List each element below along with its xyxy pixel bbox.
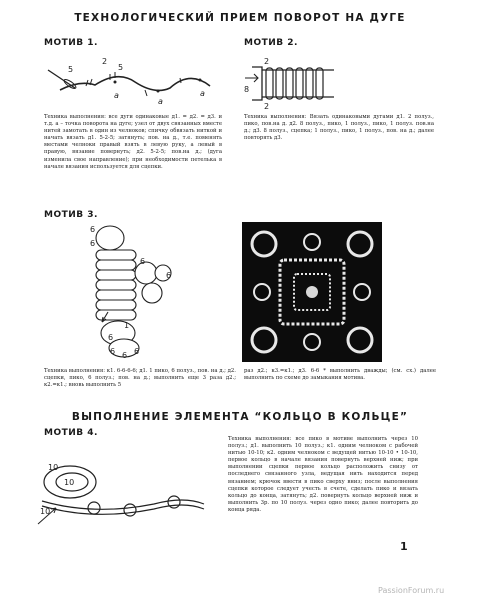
motif-1-text: Техника выполнения: все дуги одинаковые д1. = д2. = д3. и т.д. а – точка поворота на дуге; узел от двух связанных вместе нитей замотать в один из челноков; спичку обвязать ниткой и начать вязать д1. 5-2-5; затянуть; пов. на д., т.е. поменять местами челноки правый взять в левую руку, а левый в правую, вязание повернуть; д2. 5-2-5; пов.на д.; (дуга изменила свое направление); при необходимости петелька в начале вязания используется для сцепки.: [44, 114, 222, 170]
motif-4-label: МОТИВ 4.: [44, 428, 98, 438]
section-2-title: ВЫПОЛНЕНИЕ ЭЛЕМЕНТА “КОЛЬЦО В КОЛЬЦЕ”: [71, 411, 409, 423]
motif-3-label-4: 6: [166, 271, 172, 280]
motif-3-diagram: [88, 218, 198, 368]
motif-2-diagram: [244, 52, 344, 110]
motif-3-label-7: 6: [110, 347, 116, 356]
motif-4-label-2: 10: [64, 478, 75, 487]
motif-3-label: МОТИВ 3.: [44, 210, 98, 220]
motif-3-label-1: 6: [90, 225, 96, 234]
motif-3-text-right: раз д2.; к3.=к1.; д3. 6-6 * выполнить дважды; (см. сх.) далее выполнить по схеме до замыкания мотива.: [244, 368, 436, 382]
motif-4-diagram: [34, 446, 209, 536]
motif-3-label-5: 1: [124, 321, 130, 330]
motif-4-text: Техника выполнения: все пико в мотиве выполнить через 10 полуз.; д1. выполнить 10 полуз.; к1. одним челноком с рабочей нитью 10-10; к2. одним челноком с ведущей нитью 10-10 • 10-10, первое кольцо в начале вязания повернуть верхней ниж; при выполнении сцепки первое кольцо расположить снизу от последнего связанного узла, ведущая нить находится перед вязанием; крючок ввести в пико сверху вниз; после выполнения сцепки которое следует учесть в счете, сделать пико и вязать кольцо до конца, затянуть; д2. повернуть кольцо верхней ниж и выполнить 3р. по 10 полуз. через одно пико; далее повторить до конца ряда.: [228, 436, 418, 513]
lace-photo: [242, 222, 382, 362]
motif-3-label-8: 6: [122, 351, 128, 360]
page-title: ТЕХНОЛОГИЧЕСКИЙ ПРИЕМ ПОВОРОТ НА ДУГЕ: [74, 12, 406, 24]
motif-2-label-mid: 8: [244, 85, 250, 94]
motif-3-label-2: 6: [90, 239, 96, 248]
motif-1-label-2: 2: [102, 57, 108, 66]
motif-1-label-a2: a: [158, 97, 163, 106]
motif-2-label-bottom: 2: [264, 102, 270, 110]
motif-4-label-3: 10: [40, 507, 51, 516]
motif-1-diagram: [40, 50, 225, 110]
motif-3-label-6: 6: [108, 333, 114, 342]
motif-1-label: МОТИВ 1.: [44, 38, 98, 48]
watermark: PassionForum.ru: [378, 586, 445, 595]
motif-1-label-a1: a: [114, 91, 119, 100]
motif-1-label-5b: 5: [118, 63, 124, 72]
motif-2-label: МОТИВ 2.: [244, 38, 298, 48]
motif-2-text: Техника выполнения: Вязать одинаковыми дугами д1. 2 полуз., пико, пов.на д. д2. 8 полуз., пико, 1 полуз., пико, 1 полуз. пов.на д.; д3. 8 полуз., сцепка; 1 полуз., пико, 1 полуз., пов. на д.; далее повторять д3.: [244, 114, 434, 142]
page-number: 1: [400, 540, 408, 553]
motif-4-label-1: 10: [48, 463, 59, 472]
motif-3-text-left: Техника выполнения: к1. 6-6-6-6; д1. 1 пико, 6 полуз., пов. на д.; д2. сцепки, пико, 6 полуз.; пов. на д.; выполнить еще 3 раза д2.; к2.=к1.; вновь выполнить 5: [44, 368, 236, 389]
motif-1-label-5a: 5: [68, 65, 74, 74]
motif-2-label-top: 2: [264, 57, 270, 66]
motif-3-label-9: 6: [134, 347, 140, 356]
motif-1-label-a3: a: [200, 89, 205, 98]
motif-3-label-3: 6: [140, 257, 146, 266]
